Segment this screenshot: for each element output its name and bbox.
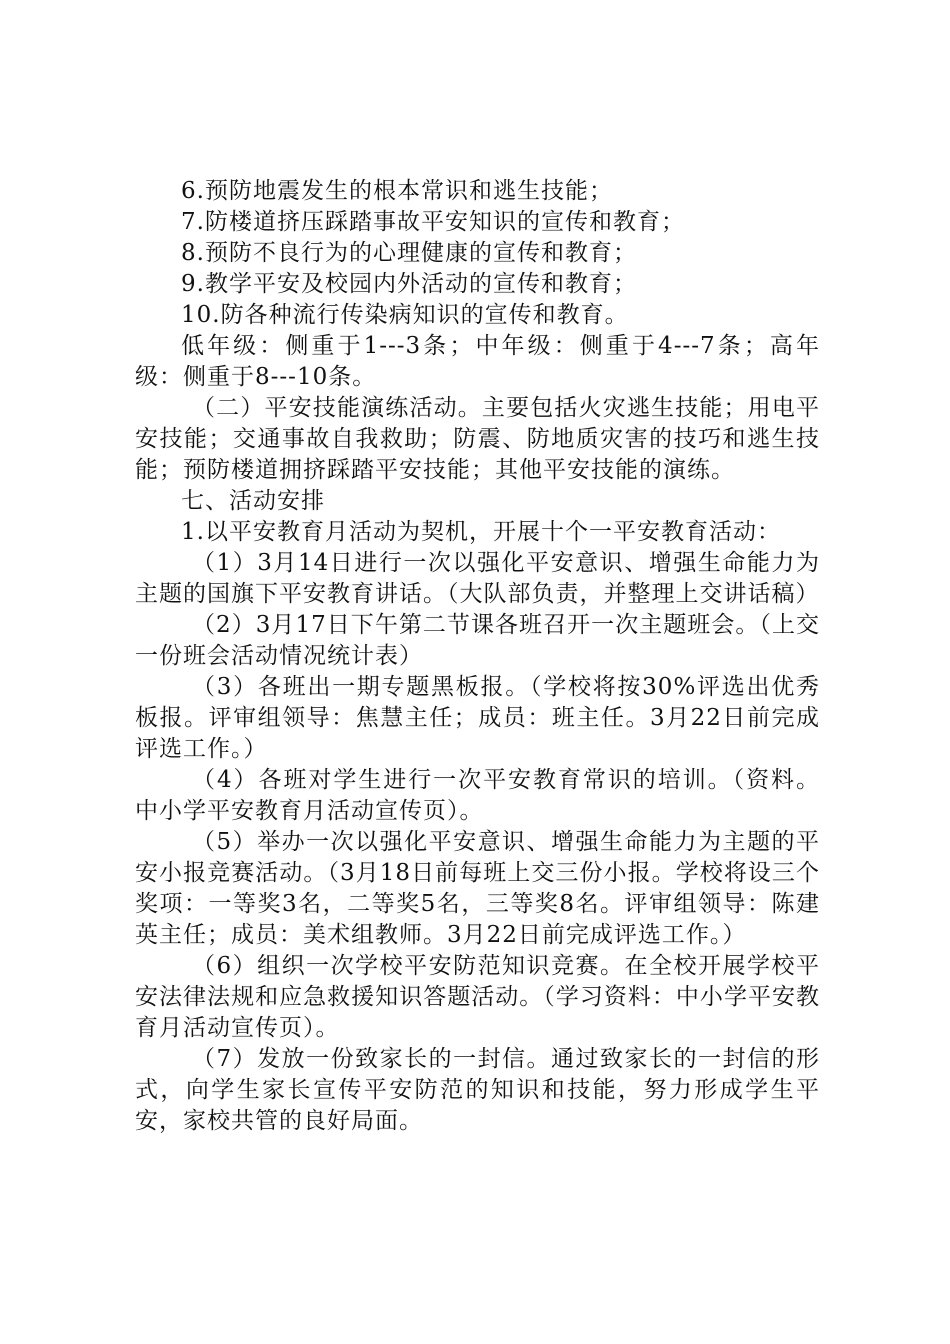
activity-item-5: （5）举办一次以强化平安意识、增强生命能力为主题的平安小报竞赛活动。（3月18日前每班上交三份小报。学校将设三个奖项：一等奖3名，二等奖5名，三等奖8名。评审组领导：陈建英主任；成员：美术组教师。3月22日前完成评选工作。） [135, 829, 820, 948]
list-item-10: 10.防各种流行传染病知识的宣传和教育。 [181, 302, 629, 328]
list-item-7: 7.防楼道挤压踩踏事故平安知识的宣传和教育； [181, 209, 685, 235]
activity-item-4: （4）各班对学生进行一次平安教育常识的培训。（资料。中小学平安教育月活动宣传页）。 [135, 767, 820, 824]
skills-drill-paragraph: （二）平安技能演练活动。主要包括火灾逃生技能；用电平安技能；交通事故自我救助；防震、防地质灾害的技巧和逃生技能；预防楼道拥挤踩踏平安技能；其他平安技能的演练。 [135, 395, 820, 483]
activity-item-3: （3）各班出一期专题黑板报。（学校将按30%评选出优秀板报。评审组领导：焦慧主任；成员：班主任。3月22日前完成评选工作。） [135, 674, 820, 762]
activity-item-7: （7）发放一份致家长的一封信。通过致家长的一封信的形式，向学生家长宣传平安防范的知识和技能，努力形成学生平安，家校共管的良好局面。 [135, 1046, 820, 1134]
grade-focus-paragraph: 低年级：侧重于1---3条；中年级：侧重于4---7条；高年级：侧重于8---10条。 [135, 333, 820, 390]
schedule-item-1: 1.以平安教育月活动为契机，开展十个一平安教育活动： [181, 519, 781, 545]
list-item-6: 6.预防地震发生的根本常识和逃生技能； [181, 178, 613, 204]
section-heading-activity-schedule: 七、活动安排 [181, 488, 325, 514]
activity-item-2: （2）3月17日下午第二节课各班召开一次主题班会。（上交一份班会活动情况统计表） [135, 612, 820, 669]
list-item-8: 8.预防不良行为的心理健康的宣传和教育； [181, 240, 637, 266]
document-body [135, 176, 820, 1137]
activity-item-1: （1）3月14日进行一次以强化平安意识、增强生命能力为主题的国旗下平安教育讲话。（大队部负责，并整理上交讲话稿） [135, 550, 820, 607]
list-item-9: 9.教学平安及校园内外活动的宣传和教育； [181, 271, 637, 297]
activity-item-6: （6）组织一次学校平安防范知识竞赛。在全校开展学校平安法律法规和应急救援知识答题活动。（学习资料：中小学平安教育月活动宣传页）。 [135, 953, 820, 1041]
